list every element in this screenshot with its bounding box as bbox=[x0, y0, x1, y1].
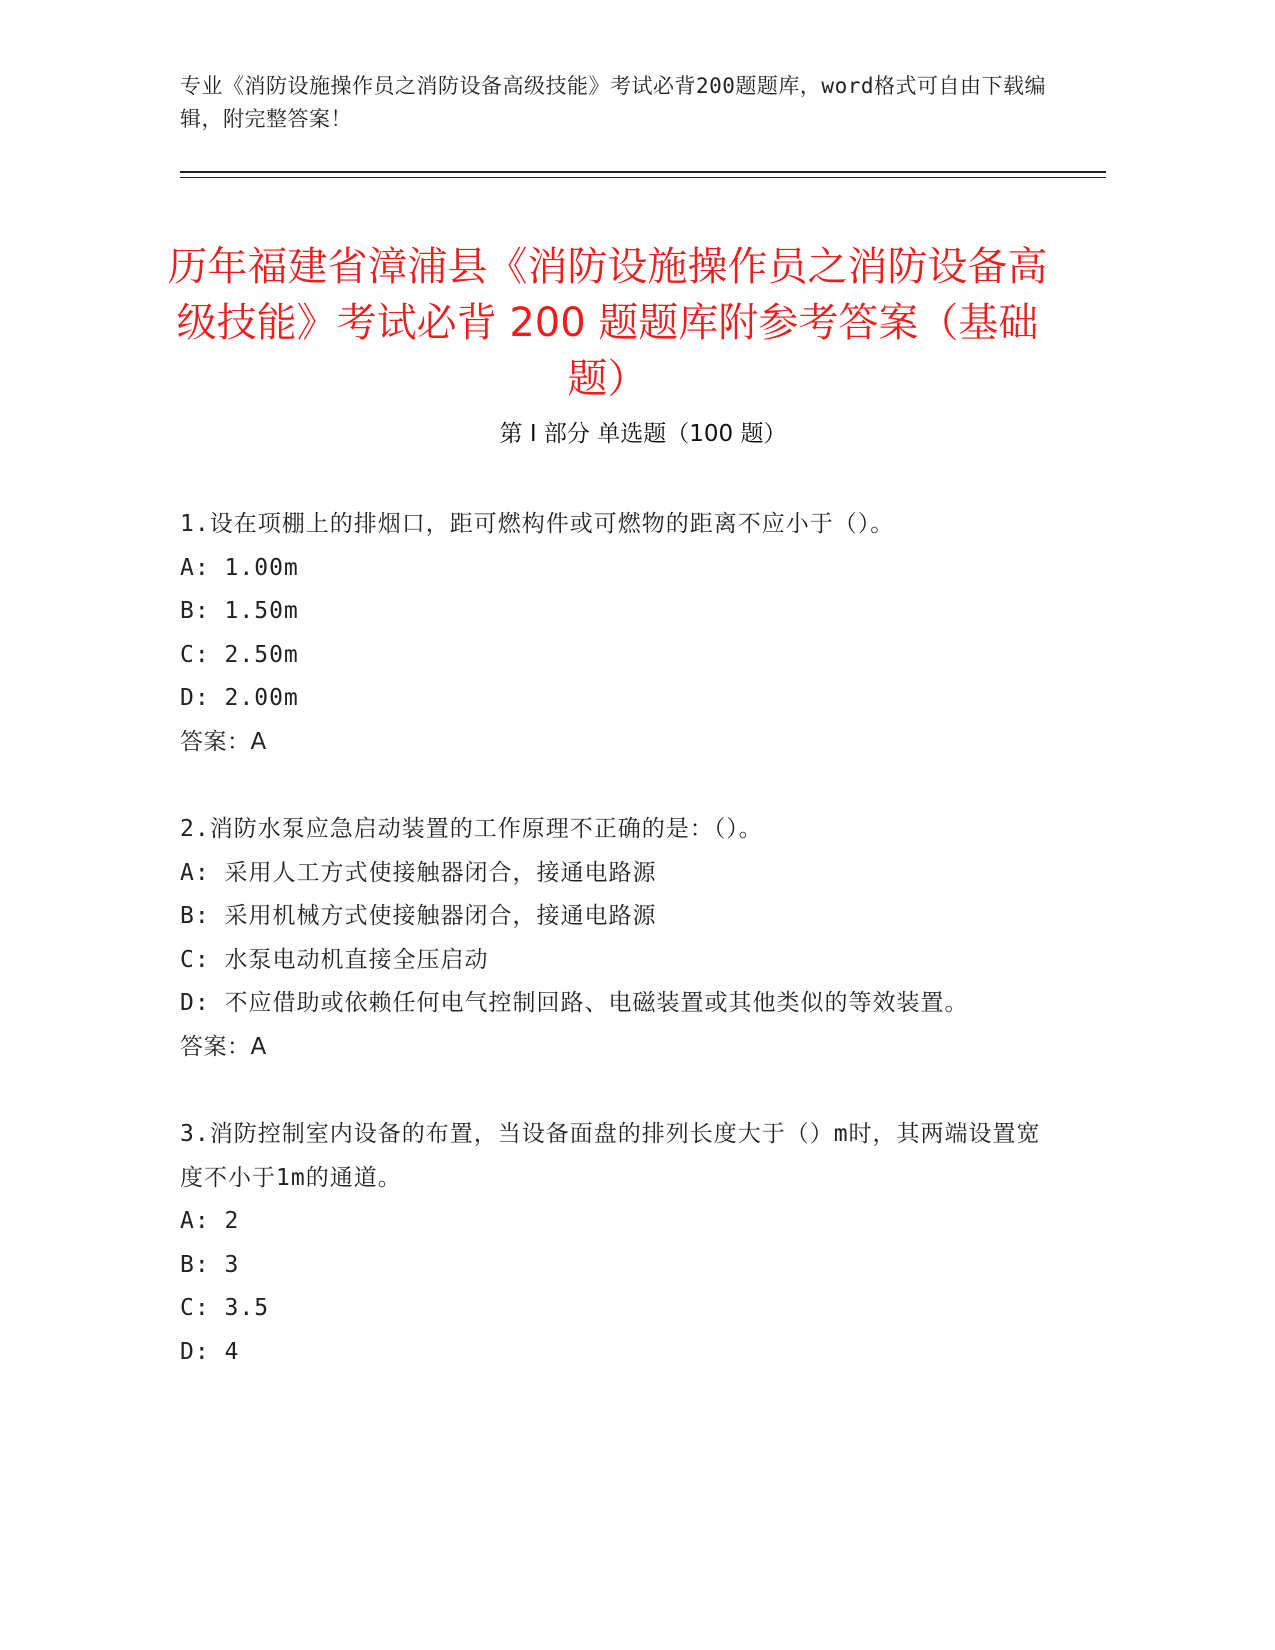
question-stem: 2.消防水泵应急启动装置的工作原理不正确的是：（）。 bbox=[180, 816, 763, 842]
question-option: A: 采用人工方式使接触器闭合，接通电路源 bbox=[180, 859, 657, 886]
question-answer: 答案：A bbox=[180, 1033, 267, 1060]
question-list bbox=[180, 503, 1060, 1418]
question-option: D: 不应借助或依赖任何电气控制回路、电磁装置或其他类似的等效装置。 bbox=[180, 990, 969, 1016]
question-option: D: 2.00m bbox=[180, 685, 299, 711]
question-stem: 1.设在项棚上的排烟口，距可燃构件或可燃物的距离不应小于（）。 bbox=[180, 511, 895, 537]
question-option: C: 水泵电动机直接全压启动 bbox=[180, 946, 489, 973]
header-divider-thin bbox=[180, 177, 1106, 178]
question-item bbox=[180, 808, 1060, 1069]
question-item bbox=[180, 503, 1060, 764]
document-title: 历年福建省漳浦县《消防设施操作员之消防设备高级技能》考试必背 200 题题库附参考答案（基础题） bbox=[167, 243, 1048, 402]
question-option: B: 3 bbox=[180, 1251, 240, 1278]
header-divider-thick bbox=[180, 171, 1106, 173]
question-option: B: 采用机械方式使接触器闭合，接通电路源 bbox=[180, 903, 657, 929]
header-note: 专业《消防设施操作员之消防设备高级技能》考试必背200题题库，word格式可自由下载编辑，附完整答案！ bbox=[180, 74, 1046, 131]
question-item bbox=[180, 1113, 1060, 1374]
question-option: C: 3.5 bbox=[180, 1295, 270, 1321]
section-title: 第 I 部分 单选题（100 题） bbox=[499, 421, 787, 447]
question-option: A: 2 bbox=[180, 1208, 240, 1234]
question-answer: 答案：A bbox=[180, 728, 267, 755]
question-option: D: 4 bbox=[180, 1338, 240, 1365]
question-stem: 3.消防控制室内设备的布置，当设备面盘的排列长度大于（）m时，其两端设置宽度不小于1m的通道。 bbox=[180, 1121, 1041, 1191]
question-option: A: 1.00m bbox=[180, 554, 299, 581]
question-option: C: 2.50m bbox=[180, 641, 299, 668]
question-option: B: 1.50m bbox=[180, 598, 299, 624]
